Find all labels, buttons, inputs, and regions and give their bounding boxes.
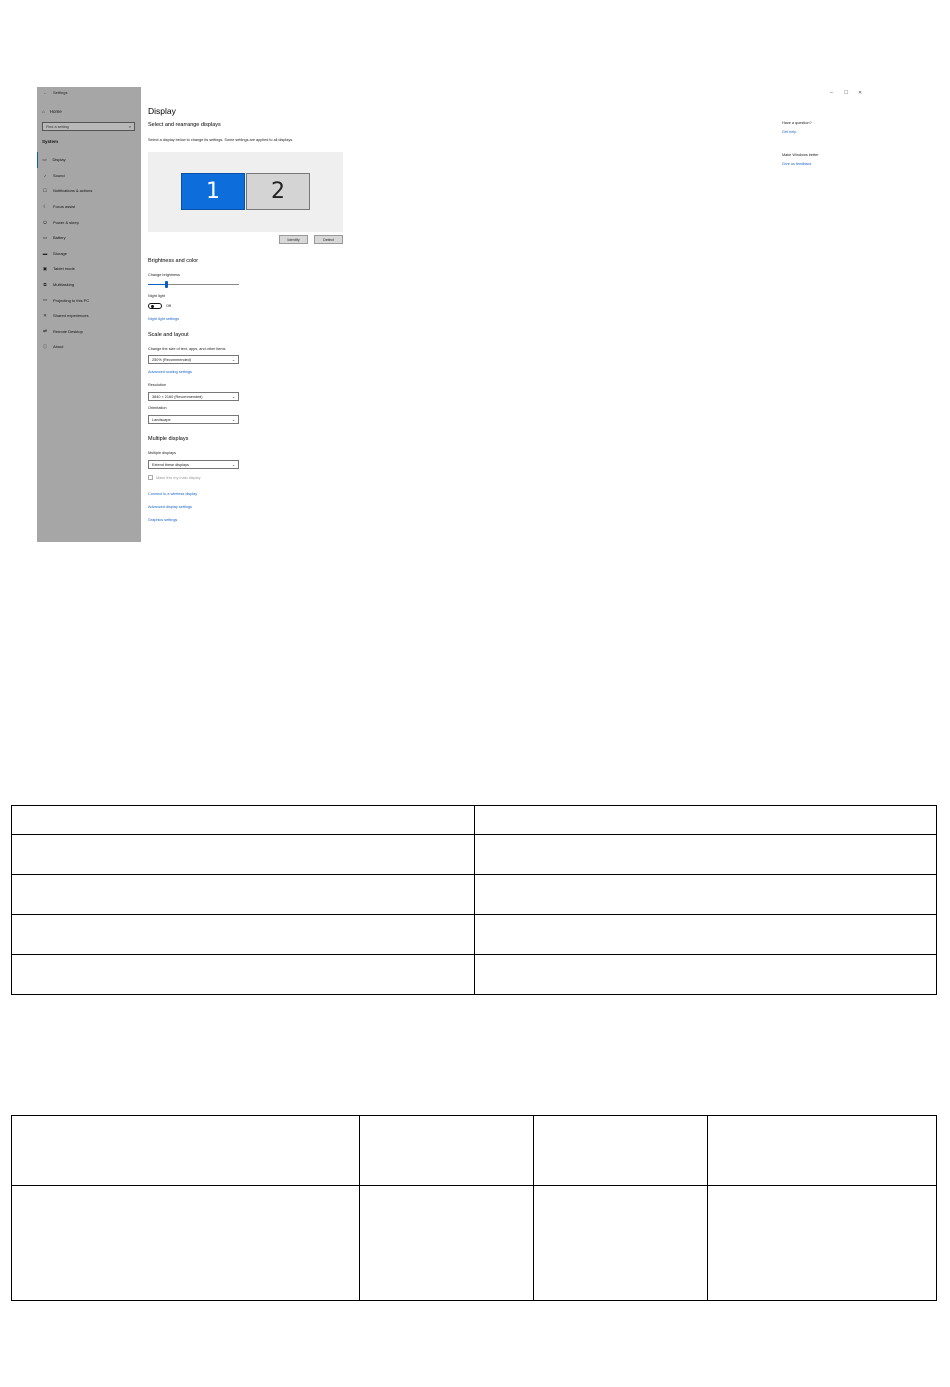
- table-two: [11, 1115, 937, 1301]
- sidebar-home[interactable]: [42, 109, 62, 114]
- home-icon: ⌂: [42, 109, 45, 114]
- table-cell: [475, 915, 937, 955]
- chevron-down-icon: ⌄: [231, 358, 235, 362]
- sidebar-item-battery[interactable]: [37, 230, 141, 246]
- sound-icon: ♪: [43, 172, 47, 178]
- table-cell: [475, 875, 937, 915]
- sidebar-item-label: Projecting to this PC: [53, 297, 90, 303]
- multitasking-icon: ⧉: [43, 282, 47, 288]
- display-instructions: Select a display below to change its settings. Some settings are applied to all displays.: [148, 138, 294, 142]
- sidebar-list: [37, 152, 141, 355]
- multiple-displays-heading: Multiple displays: [148, 436, 189, 442]
- sidebar-item-remote-desktop[interactable]: [37, 324, 141, 340]
- table-row: [12, 835, 937, 875]
- table-row: [12, 806, 937, 835]
- select-rearrange-heading: Select and rearrange displays: [148, 122, 221, 128]
- shared-icon: ✕: [43, 312, 47, 318]
- table-cell: [12, 806, 475, 835]
- sidebar-item-shared-experiences[interactable]: [37, 308, 141, 324]
- storage-icon: ▬: [42, 250, 48, 256]
- remote-desktop-icon: ⇄: [43, 328, 47, 334]
- table-cell: [12, 835, 475, 875]
- table-cell: [475, 955, 937, 995]
- about-icon: ⓘ: [42, 343, 48, 349]
- sidebar-item-label: About: [53, 344, 64, 350]
- restore-icon[interactable]: ☐: [844, 90, 849, 96]
- focus-assist-icon: ☾: [42, 203, 48, 209]
- sidebar-item-label: Shared experiences: [53, 313, 89, 319]
- sidebar-item-notifications-actions[interactable]: [37, 183, 141, 199]
- scale-value: 250% (Recommended): [152, 357, 192, 362]
- table-row: [12, 1116, 937, 1186]
- sidebar-item-label: Focus assist: [53, 204, 76, 210]
- sidebar-item-about[interactable]: [37, 339, 141, 355]
- window-title-bar: [43, 90, 67, 95]
- chevron-down-icon: ⌄: [231, 395, 235, 399]
- table-cell: [12, 915, 475, 955]
- multiple-displays-value: Extend these displays: [152, 462, 189, 467]
- battery-icon: ▭: [42, 234, 48, 240]
- table-one: [11, 805, 937, 995]
- table-cell: [534, 1116, 708, 1186]
- get-help-link[interactable]: Get help: [782, 130, 797, 134]
- sidebar-item-label: Multitasking: [53, 282, 75, 288]
- night-light-state: Off: [166, 304, 171, 308]
- sidebar-item-label: Remote Desktop: [53, 328, 83, 334]
- table-row: [12, 875, 937, 915]
- display-arrangement: [148, 152, 343, 232]
- resolution-label: Resolution: [148, 383, 166, 387]
- settings-screenshot: [37, 87, 870, 542]
- multiple-displays-dropdown[interactable]: [148, 460, 239, 469]
- resolution-dropdown[interactable]: [148, 392, 239, 401]
- window-title: Settings: [53, 90, 68, 95]
- sidebar-item-focus-assist[interactable]: [37, 199, 141, 215]
- power-icon: ⏻: [43, 219, 47, 225]
- settings-sidebar: [37, 87, 141, 542]
- sidebar-item-projecting-to-this-pc[interactable]: [37, 292, 141, 308]
- have-question-label: Have a question?: [782, 121, 812, 125]
- sidebar-section-title: System: [42, 139, 59, 144]
- table-row: [12, 915, 937, 955]
- table-cell: [475, 806, 937, 835]
- sidebar-item-label: Sound: [53, 172, 65, 178]
- search-input[interactable]: [42, 122, 135, 131]
- projecting-icon: ▭: [42, 297, 48, 303]
- search-placeholder: Find a setting: [46, 124, 69, 129]
- make-windows-better-label: Make Windows better: [782, 153, 819, 157]
- orientation-label: Orientation: [148, 406, 167, 410]
- sidebar-item-storage[interactable]: [37, 246, 141, 262]
- back-arrow-icon[interactable]: ←: [43, 90, 47, 95]
- orientation-value: Landscape: [152, 417, 171, 422]
- monitor-2[interactable]: 2: [246, 173, 310, 210]
- sidebar-item-multitasking[interactable]: [37, 277, 141, 293]
- give-feedback-link[interactable]: Give us feedback: [782, 162, 812, 166]
- table-cell: [475, 835, 937, 875]
- search-icon: ⌕: [128, 124, 131, 129]
- chevron-down-icon: ⌄: [231, 463, 235, 467]
- scale-dropdown[interactable]: [148, 355, 239, 364]
- table-cell: [12, 875, 475, 915]
- sidebar-item-power-sleep[interactable]: [37, 214, 141, 230]
- table-cell: [12, 1186, 360, 1301]
- sidebar-item-label: Display: [52, 157, 66, 163]
- close-icon[interactable]: ✕: [858, 90, 863, 96]
- notifications-icon: ☐: [42, 187, 48, 193]
- identify-button[interactable]: Identify: [279, 235, 308, 244]
- scale-layout-heading: Scale and layout: [148, 332, 189, 338]
- sidebar-item-label: Notifications & actions: [53, 188, 93, 194]
- table-cell: [708, 1116, 937, 1186]
- night-light-label: Night light: [148, 294, 165, 298]
- night-light-settings-link[interactable]: Night light settings: [148, 317, 180, 321]
- page-title: Display: [148, 106, 176, 116]
- main-display-checkbox[interactable]: [148, 475, 153, 480]
- wireless-display-link[interactable]: Connect to a wireless display: [148, 492, 198, 496]
- brightness-slider-thumb[interactable]: [165, 281, 168, 288]
- night-light-toggle[interactable]: [148, 303, 162, 309]
- table-row: [12, 955, 937, 995]
- display-settings-main: [147, 87, 707, 542]
- table-cell: [360, 1186, 534, 1301]
- brightness-heading: Brightness and color: [148, 258, 199, 264]
- minimize-icon[interactable]: –: [830, 90, 833, 96]
- table-cell: [12, 1116, 360, 1186]
- table-cell: [534, 1186, 708, 1301]
- sidebar-item-label: Battery: [53, 235, 66, 241]
- sidebar-home-label: Home: [49, 109, 62, 114]
- orientation-dropdown[interactable]: [148, 415, 239, 424]
- monitor-1[interactable]: 1: [181, 173, 245, 210]
- advanced-display-link[interactable]: Advanced display settings: [148, 505, 192, 509]
- sidebar-item-tablet-mode[interactable]: [37, 261, 141, 277]
- table-cell: [12, 955, 475, 995]
- sidebar-item-label: Tablet mode: [53, 266, 75, 272]
- scale-label: Change the size of text, apps, and other items: [148, 347, 226, 351]
- graphics-settings-link[interactable]: Graphics settings: [148, 518, 178, 522]
- resolution-value: 3840 × 2160 (Recommended): [152, 394, 203, 399]
- tablet-icon: ▣: [42, 265, 48, 271]
- chevron-down-icon: ⌄: [231, 418, 235, 422]
- table-row: [12, 1186, 937, 1301]
- change-brightness-label: Change brightness: [148, 273, 180, 277]
- sidebar-item-label: Storage: [53, 250, 68, 256]
- table-cell: [360, 1116, 534, 1186]
- help-panel: [782, 87, 870, 542]
- sidebar-item-label: Power & sleep: [53, 219, 79, 225]
- display-icon: ▭: [42, 156, 47, 162]
- brightness-slider[interactable]: [148, 284, 239, 285]
- brightness-slider-fill: [148, 284, 166, 285]
- main-display-label: Make this my main display: [156, 476, 201, 480]
- advanced-scaling-link[interactable]: Advanced scaling settings: [148, 370, 192, 374]
- sidebar-item-display[interactable]: [37, 152, 141, 168]
- table-cell: [708, 1186, 937, 1301]
- detect-button[interactable]: Detect: [314, 235, 343, 244]
- sidebar-item-sound[interactable]: [37, 168, 141, 184]
- multiple-displays-label: Multiple displays: [148, 451, 176, 455]
